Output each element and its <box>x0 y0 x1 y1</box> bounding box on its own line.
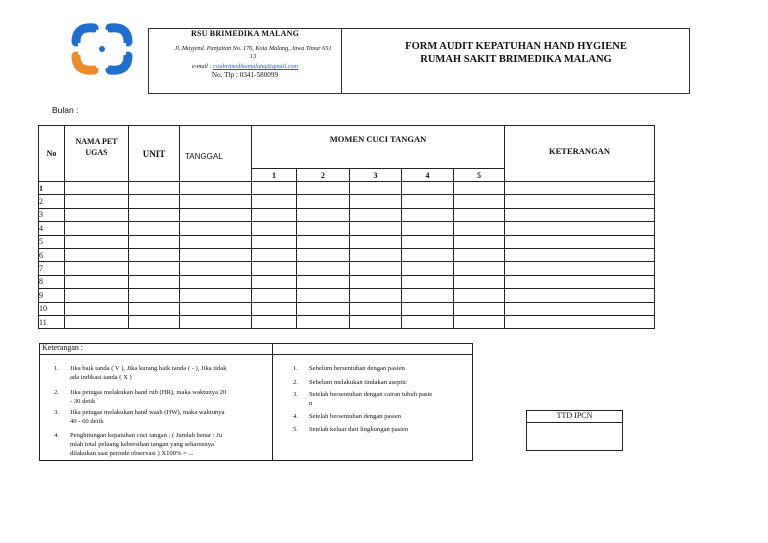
cell-momen-5[interactable] <box>454 315 505 328</box>
cell-tanggal[interactable] <box>180 289 252 302</box>
form-title <box>345 40 687 66</box>
cell-keterangan[interactable] <box>505 208 655 221</box>
cell-tanggal[interactable] <box>180 315 252 328</box>
form-title-line-1: FORM AUDIT KEPATUHAN HAND HYGIENE <box>405 41 627 52</box>
table-row <box>39 195 655 208</box>
cell-tanggal[interactable] <box>180 248 252 261</box>
momen-3-header: 3 <box>350 169 402 182</box>
cell-keterangan[interactable] <box>505 275 655 288</box>
cell-momen-3[interactable] <box>350 208 402 221</box>
list-item-text: Sebelum bersentuhan dengan pasien <box>309 365 405 372</box>
cell-nama[interactable] <box>65 262 129 275</box>
cell-momen-2[interactable] <box>297 195 350 208</box>
cell-keterangan[interactable] <box>505 262 655 275</box>
cell-momen-2[interactable] <box>297 222 350 235</box>
cell-momen-2[interactable] <box>297 289 350 302</box>
signature-label: TTD IPCN <box>556 411 593 420</box>
cell-nama[interactable] <box>65 275 129 288</box>
col-header-unit: UNIT <box>129 126 180 182</box>
cell-keterangan[interactable] <box>505 302 655 315</box>
cell-momen-1[interactable] <box>252 248 297 261</box>
list-item-text: Jika petugas melakukan hand rub (HR), maka waktunya 20 <box>70 389 227 396</box>
cell-tanggal[interactable] <box>180 262 252 275</box>
cell-nama[interactable] <box>65 222 129 235</box>
cell-momen-1[interactable] <box>252 195 297 208</box>
cell-momen-3[interactable] <box>350 262 402 275</box>
header-divider <box>341 28 342 94</box>
cell-momen-2[interactable] <box>297 248 350 261</box>
address-line-1: Jl. Mayjend. Panjaitan No. 176, Kota Malang, Jawa Timur 651 <box>174 45 332 52</box>
notes-right-list <box>293 364 469 444</box>
momen-5-header: 5 <box>454 169 505 182</box>
cell-momen-4[interactable] <box>402 302 454 315</box>
cell-momen-2[interactable] <box>297 182 350 195</box>
cell-momen-5[interactable] <box>454 208 505 221</box>
table-row <box>39 302 655 315</box>
cell-momen-1[interactable] <box>252 275 297 288</box>
table-row <box>39 235 655 248</box>
cell-keterangan[interactable] <box>505 235 655 248</box>
notes-left-list <box>54 364 268 460</box>
cell-momen-5[interactable] <box>454 248 505 261</box>
cell-momen-4[interactable] <box>402 248 454 261</box>
cell-keterangan[interactable] <box>505 182 655 195</box>
cell-momen-5[interactable] <box>454 182 505 195</box>
hospital-name: RSU BRIMEDIKA MALANG <box>190 29 299 38</box>
cell-unit[interactable] <box>129 222 180 235</box>
table-row <box>39 222 655 235</box>
cell-keterangan[interactable] <box>505 195 655 208</box>
col-header-momen-cuci-tangan: MOMEN CUCI TANGAN <box>252 126 505 169</box>
cell-unit[interactable] <box>129 302 180 315</box>
cell-momen-5[interactable] <box>454 262 505 275</box>
list-item-number: 3. <box>293 391 298 398</box>
cell-momen-4[interactable] <box>402 235 454 248</box>
list-item-text: Setelah keluar dari lingkungan pasien <box>309 426 409 433</box>
hospital-logo <box>66 20 138 78</box>
bulan-label: Bulan : <box>52 105 79 115</box>
list-item-text: - 30 detik <box>70 398 96 406</box>
row-number: 3 <box>39 208 65 221</box>
cell-unit[interactable] <box>129 182 180 195</box>
cell-momen-4[interactable] <box>402 315 454 328</box>
row-number: 1 <box>39 182 65 195</box>
cell-tanggal[interactable] <box>180 275 252 288</box>
cell-tanggal[interactable] <box>180 235 252 248</box>
cell-momen-1[interactable] <box>252 315 297 328</box>
cell-momen-4[interactable] <box>402 195 454 208</box>
cell-nama[interactable] <box>65 182 129 195</box>
list-item-text: Jika baik tanda ( V ), Jika kurang baik tanda ( - ), Jika tidak <box>70 365 227 372</box>
cell-momen-4[interactable] <box>402 262 454 275</box>
cell-momen-3[interactable] <box>350 235 402 248</box>
cell-momen-5[interactable] <box>454 302 505 315</box>
cell-momen-4[interactable] <box>402 208 454 221</box>
list-item-number: 3. <box>54 409 59 416</box>
list-item-text: mlah total peluang kebersihan tangan yang seharusnya <box>70 441 214 449</box>
cell-momen-3[interactable] <box>350 302 402 315</box>
cell-nama[interactable] <box>65 248 129 261</box>
row-number: 6 <box>39 248 65 261</box>
cell-nama[interactable] <box>65 195 129 208</box>
cell-unit[interactable] <box>129 195 180 208</box>
hospital-phone: No. Tlp : 0341-580099 <box>211 71 279 79</box>
cell-momen-2[interactable] <box>297 235 350 248</box>
cell-unit[interactable] <box>129 315 180 328</box>
list-item-text: 40 - 60 detik <box>70 418 104 426</box>
signature-divider <box>526 422 623 423</box>
cell-momen-2[interactable] <box>297 275 350 288</box>
list-item-number: 4. <box>54 432 59 439</box>
col-header-nama-petugas: NAMA PET UGAS <box>65 126 129 182</box>
cell-tanggal[interactable] <box>180 222 252 235</box>
col-header-tanggal: TANGGAL <box>180 126 252 182</box>
cell-keterangan[interactable] <box>505 222 655 235</box>
cell-momen-3[interactable] <box>350 289 402 302</box>
cell-unit[interactable] <box>129 208 180 221</box>
cell-momen-3[interactable] <box>350 315 402 328</box>
cell-momen-4[interactable] <box>402 275 454 288</box>
list-item-number: 4. <box>293 413 298 420</box>
list-item-text: Penghitungan kepatuhan cuci tangan : ( Jumlah benar : Ju <box>70 432 223 439</box>
cell-unit[interactable] <box>129 289 180 302</box>
email-link[interactable]: rsiabrimedikamalang@gmail.com <box>213 63 298 70</box>
cell-unit[interactable] <box>129 275 180 288</box>
momen-1-header: 1 <box>252 169 297 182</box>
cell-momen-1[interactable] <box>252 235 297 248</box>
row-number: 7 <box>39 262 65 275</box>
table-row <box>39 208 655 221</box>
cell-keterangan[interactable] <box>505 248 655 261</box>
form-title-line-2: RUMAH SAKIT BRIMEDIKA MALANG <box>420 54 612 65</box>
notes-header-row <box>39 343 473 355</box>
row-number: 5 <box>39 235 65 248</box>
cell-momen-3[interactable] <box>350 195 402 208</box>
row-number: 10 <box>39 302 65 315</box>
cell-momen-2[interactable] <box>297 315 350 328</box>
row-number: 9 <box>39 289 65 302</box>
email-label: e-mail : <box>192 63 212 70</box>
row-number: 11 <box>39 315 65 328</box>
row-number: 2 <box>39 195 65 208</box>
list-item-text: n <box>309 400 313 408</box>
list-item-number: 1. <box>54 365 59 372</box>
cell-nama[interactable] <box>65 302 129 315</box>
cell-tanggal[interactable] <box>180 302 252 315</box>
cell-momen-2[interactable] <box>297 262 350 275</box>
list-item-text: Setelah bersentuhan dengan pasien <box>309 413 402 420</box>
cell-nama[interactable] <box>65 289 129 302</box>
cell-momen-2[interactable] <box>297 302 350 315</box>
notes-title: Keterangan : <box>42 343 84 352</box>
cell-momen-1[interactable] <box>252 222 297 235</box>
cell-momen-1[interactable] <box>252 208 297 221</box>
list-item-text: Sebelum melakukan tindakan aseptic <box>309 379 407 386</box>
cell-keterangan[interactable] <box>505 289 655 302</box>
list-item-text: Setelah bersentuhan dengan cairan tubuh pasie <box>309 391 433 398</box>
table-row <box>39 315 655 328</box>
audit-table <box>38 125 655 329</box>
cell-momen-5[interactable] <box>454 289 505 302</box>
cell-momen-1[interactable] <box>252 262 297 275</box>
cell-nama[interactable] <box>65 235 129 248</box>
cell-tanggal[interactable] <box>180 182 252 195</box>
cell-momen-4[interactable] <box>402 222 454 235</box>
col-header-no: No <box>39 126 65 182</box>
list-item-text: dilakukan saat periode observasi ) X100% = ... <box>70 450 194 458</box>
momen-2-header: 2 <box>297 169 350 182</box>
cell-unit[interactable] <box>129 248 180 261</box>
list-item-text: Jika petugas melakukan hand wash (HW), maka waktunya <box>70 409 225 416</box>
cell-momen-3[interactable] <box>350 182 402 195</box>
address-line-2: 13 <box>249 53 257 60</box>
table-row <box>39 248 655 261</box>
list-item-text: ada indikasi tanda ( X ) <box>70 374 132 382</box>
row-number: 8 <box>39 275 65 288</box>
cell-momen-5[interactable] <box>454 235 505 248</box>
list-item-number: 2. <box>54 389 59 396</box>
cell-momen-5[interactable] <box>454 222 505 235</box>
cell-momen-5[interactable] <box>454 195 505 208</box>
cell-momen-3[interactable] <box>350 222 402 235</box>
hospital-email-row <box>150 63 340 70</box>
cell-nama[interactable] <box>65 315 129 328</box>
list-item-number: 1. <box>293 365 298 372</box>
table-row <box>39 289 655 302</box>
momen-4-header: 4 <box>402 169 454 182</box>
cell-momen-1[interactable] <box>252 302 297 315</box>
cell-nama[interactable] <box>65 208 129 221</box>
hospital-address <box>150 45 356 61</box>
notes-divider <box>272 343 273 461</box>
cell-momen-1[interactable] <box>252 182 297 195</box>
cell-momen-3[interactable] <box>350 275 402 288</box>
cell-tanggal[interactable] <box>180 195 252 208</box>
col-header-keterangan: KETERANGAN <box>505 126 655 182</box>
cell-momen-1[interactable] <box>252 289 297 302</box>
cell-unit[interactable] <box>129 262 180 275</box>
list-item-number: 2. <box>293 379 298 386</box>
cell-momen-3[interactable] <box>350 248 402 261</box>
row-number: 4 <box>39 222 65 235</box>
cell-momen-5[interactable] <box>454 275 505 288</box>
table-row <box>39 182 655 195</box>
table-row <box>39 262 655 275</box>
cell-momen-4[interactable] <box>402 182 454 195</box>
cell-tanggal[interactable] <box>180 208 252 221</box>
cell-momen-2[interactable] <box>297 208 350 221</box>
cell-keterangan[interactable] <box>505 315 655 328</box>
list-item-number: 5. <box>293 426 298 433</box>
table-row <box>39 275 655 288</box>
cell-unit[interactable] <box>129 235 180 248</box>
cell-momen-4[interactable] <box>402 289 454 302</box>
